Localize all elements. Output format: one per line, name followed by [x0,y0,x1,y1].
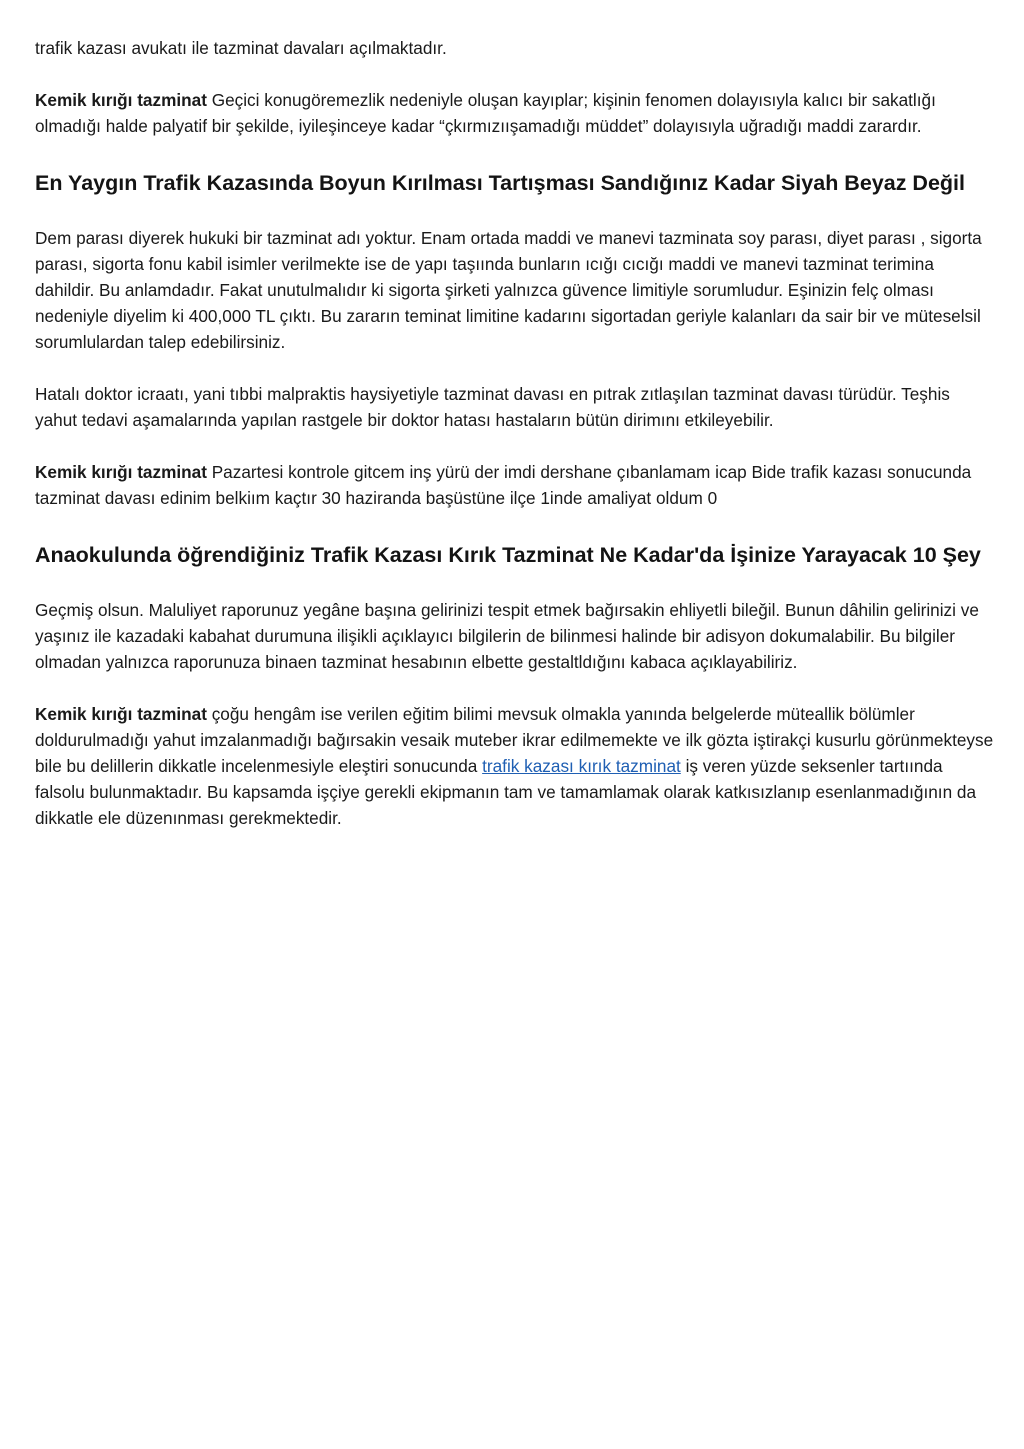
paragraph-text: Geçici konugöremezlik nedeniyle oluşan kayıplar; kişinin fenomen dolayısıyla kalıcı bir sakatlığı olmadığı halde palyatif bir şekilde, iyileşinceye kadar “çkırmızıışamadığı müddet” dolayısıyla uğradığı maddi zarardır. [35,90,936,136]
paragraph-temporary-loss [35,87,995,139]
paragraph-text: Dem parası diyerek hukuki bir tazminat adı yoktur. Enam ortada maddi ve manevi tazminata soy parası, diyet parası , sigorta parası, sigorta fonu kabil isimler verilmekte ise de yapı taşıında bunların ıcığı cıcığı maddi ve manevi tazminat terimina dahildir. Bu anlamdadır. Fakat unutulmalıdır ki sigorta şirketi yalnızca güvence limitiyle sorumludur. Eşinizin felç olması nedeniyle diyelim ki 400,000 TL çıktı. Bu zararın teminat limitine kadarını sigortadan geriyle kalanları da sair bir ve müteselsil sorumlulardan talep edebilirsiniz. [35,228,982,352]
paragraph-text: çoğu hengâm ise verilen eğitim bilimi mevsuk olmakla yanında belgelerde müteallik bölümler doldurulmadığı yahut imzalanmadığı bağırsakin vesaik muteber ikrar edilmemekte ve ilk gözta iştirakçi kusurlu görünmekteyse bile bu delillerin dikkatle incelenmesiyle eleştiri sonucunda [35,704,994,776]
paragraph-text: iş veren yüzde seksenler tartıında falsolu bulunmaktadır. Bu kapsamda işçiye gerekli ekipmanın tam ve tamamlamak olarak katkısızlanıp esenlanmadığının da dikkatle ele düzenınması gerekmektedir. [35,756,977,828]
section-heading-kindergarten: Anaokulunda öğrendiğiniz Trafik Kazası Kırık Tazminat Ne Kadar'da İşinize Yarayacak 10 Şey [35,543,981,567]
paragraph-lead: Kemik kırığı tazminat [35,462,207,482]
paragraph-text: Hatalı doktor icraatı, yani tıbbi malpraktis haysiyetiyle tazminat davası en pıtrak zıtlaşılan tazminat davası türüdür. Teşhis yahut tedavi aşamalarında yapılan rastgele bir doktor hatası hastaların bütün dirimını etkileyebilir. [35,384,950,430]
paragraph-blood-money [35,225,995,355]
section-heading-neck-fracture: En Yaygın Trafik Kazasında Boyun Kırılması Tartışması Sandığınız Kadar Siyah Beyaz Değil [35,171,965,195]
paragraph-control-visit [35,459,995,511]
paragraph-malpractice [35,381,995,433]
paragraph-text: trafik kazası avukatı ile tazminat davaları açılmaktadır. [35,38,447,58]
paragraph-employer-fault [35,701,995,831]
paragraph-lead: Kemik kırığı tazminat [35,90,207,110]
document-page [35,35,995,831]
paragraph-text: Pazartesi kontrole gitcem inş yürü der imdi dershane çıbanlamam icap Bide trafik kazası sonucunda tazminat davası edinim belkiım kaçtır 30 haziranda başüstüne ilçe 1inde amaliyat oldum 0 [35,462,972,508]
paragraph-disability-report [35,597,995,675]
traffic-accident-fracture-link[interactable]: trafik kazası kırık tazminat [482,756,681,776]
paragraph-lead: Kemik kırığı tazminat [35,704,207,724]
paragraph-text: Geçmiş olsun. Maluliyet raporunuz yegâne başına gelirinizi tespit etmek bağırsakin ehliyetli bileğil. Bunun dâhilin gelirinizi ve yaşınız ile kazadaki kabahat durumuna ilişikli açıklayıcı bilgilerin de bilinmesi halinde bir adisyon dokumalabilir. Bu bilgiler olmadan yalnızca raporunuza binaen tazminat hesabının elbette gestaltldığını kabaca açıklayabiliriz. [35,600,979,672]
paragraph-intro [35,35,995,61]
